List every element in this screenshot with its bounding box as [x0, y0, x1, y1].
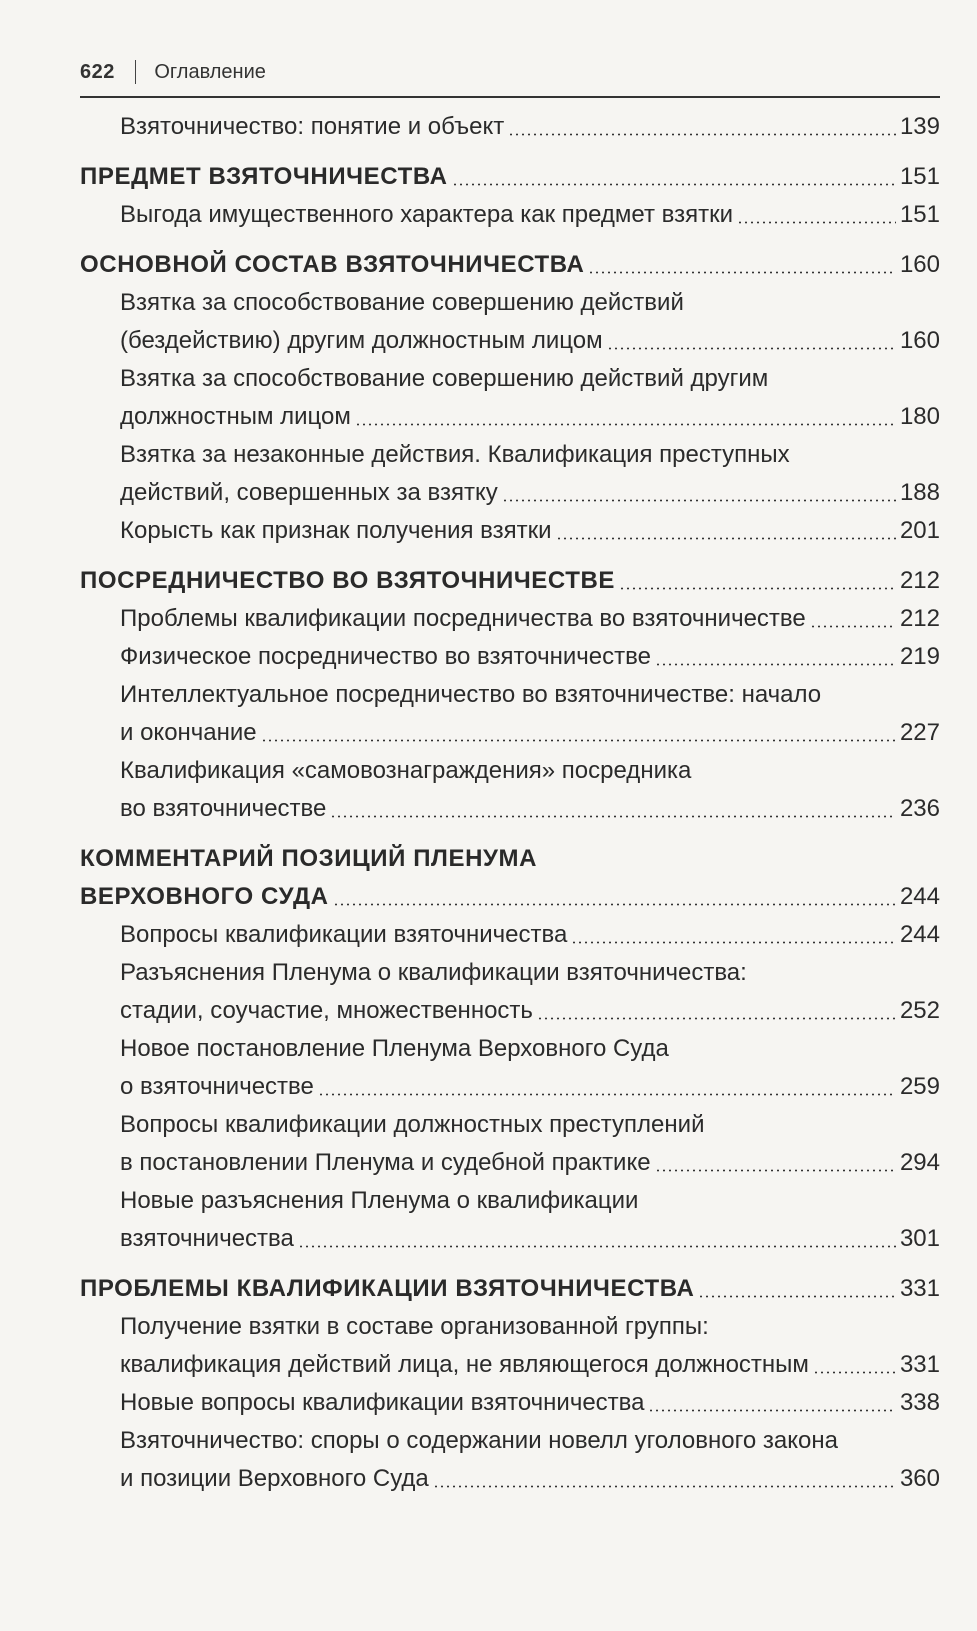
toc-entry-line [80, 1384, 940, 1422]
toc-entry-line [80, 360, 940, 398]
toc-entry-line [80, 676, 940, 714]
entry-title: Выгода имущественного характера как предмет взятки [120, 201, 734, 228]
entry-title: должностным лицом [120, 403, 351, 430]
entry-title: Вопросы квалификации должностных преступлений [120, 1111, 705, 1138]
dot-leader [619, 587, 896, 590]
toc-entry-line [80, 1308, 940, 1346]
entry-page-number: 201 [899, 517, 940, 544]
entry-title: Новое постановление Пленума Верховного Суда [120, 1035, 669, 1062]
entry-page-number: 219 [899, 643, 940, 670]
toc-entry-line [80, 600, 940, 638]
dot-leader [318, 1093, 896, 1096]
entry-page-number: 212 [899, 605, 940, 632]
entry-title: Проблемы квалификации посредничества во взяточничестве [120, 605, 806, 632]
toc-entry-line [80, 1030, 940, 1068]
section-title: ВЕРХОВНОГО СУДА [80, 883, 329, 910]
entry-title: Корысть как признак получения взятки [120, 517, 552, 544]
dot-leader [810, 625, 896, 628]
entry-page-number: 139 [899, 113, 940, 140]
section-title: КОММЕНТАРИЙ ПОЗИЦИЙ ПЛЕНУМА [80, 845, 538, 872]
dot-leader [333, 903, 896, 906]
toc-entry-line [80, 714, 940, 752]
entry-title: Взятка за способствование совершению действий [120, 289, 684, 316]
toc-entry-line [80, 1144, 940, 1182]
dot-leader [355, 423, 896, 426]
dot-leader [508, 133, 896, 136]
entry-title: действий, совершенных за взятку [120, 479, 498, 506]
entry-title: Взяточничество: понятие и объект [120, 113, 505, 140]
header-rule [80, 96, 940, 98]
header-separator [135, 60, 137, 84]
entry-title: стадии, соучастие, множественность [120, 997, 533, 1024]
entry-page-number: 338 [899, 1389, 940, 1416]
toc-section-line [80, 1270, 940, 1308]
entry-title: взяточничества [120, 1225, 294, 1252]
dot-leader [655, 663, 896, 666]
toc-entry-line [80, 436, 940, 474]
toc-entry-line [80, 638, 940, 676]
entry-title: и окончание [120, 719, 257, 746]
entry-page-number: 244 [899, 921, 940, 948]
entry-title: Квалификация «самовознаграждения» посредника [120, 757, 692, 784]
entry-page-number: 252 [899, 997, 940, 1024]
toc-entry-line [80, 1106, 940, 1144]
dot-leader [298, 1245, 896, 1248]
dot-leader [556, 537, 896, 540]
entry-title: Взятка за способствование совершению действий другим [120, 365, 769, 392]
running-title: Оглавление [154, 60, 266, 83]
toc-entry-line [80, 108, 940, 146]
dot-leader [813, 1371, 896, 1374]
toc-entry-line [80, 916, 940, 954]
dot-leader [537, 1017, 896, 1020]
entry-page-number: 227 [899, 719, 940, 746]
entry-page-number: 244 [899, 883, 940, 910]
toc-entry-line [80, 1068, 940, 1106]
dot-leader [648, 1409, 895, 1412]
section-title: ПОСРЕДНИЧЕСТВО ВО ВЗЯТОЧНИЧЕСТВЕ [80, 567, 616, 594]
dot-leader [737, 221, 896, 224]
entry-title: (бездействию) другим должностным лицом [120, 327, 603, 354]
dot-leader [452, 183, 896, 186]
toc-entry-line [80, 196, 940, 234]
entry-page-number: 236 [899, 795, 940, 822]
toc-entry-line [80, 398, 940, 436]
entry-page-number: 151 [899, 201, 940, 228]
entry-page-number: 188 [899, 479, 940, 506]
toc-entry-line [80, 322, 940, 360]
entry-page-number: 294 [899, 1149, 940, 1176]
toc-entry-line [80, 992, 940, 1030]
toc-entry-line [80, 512, 940, 550]
entry-page-number: 259 [899, 1073, 940, 1100]
entry-title: квалификация действий лица, не являющегося должностным [120, 1351, 809, 1378]
entry-page-number: 331 [899, 1351, 940, 1378]
toc-entry-line [80, 474, 940, 512]
entry-page-number: 180 [899, 403, 940, 430]
toc-section-line [80, 840, 940, 878]
entry-title: Новые вопросы квалификации взяточничества [120, 1389, 645, 1416]
entry-title: Интеллектуальное посредничество во взяточничестве: начало [120, 681, 822, 708]
toc-entry-line [80, 752, 940, 790]
toc-entry-line [80, 1422, 940, 1460]
toc-entry-line [80, 790, 940, 828]
entry-title: о взяточничестве [120, 1073, 314, 1100]
entry-page-number: 331 [899, 1275, 940, 1302]
table-of-contents [80, 108, 940, 1498]
entry-title: Новые разъяснения Пленума о квалификации [120, 1187, 639, 1214]
entry-title: Получение взятки в составе организованной группы: [120, 1313, 709, 1340]
dot-leader [261, 739, 896, 742]
running-header [80, 60, 940, 84]
dot-leader [502, 499, 896, 502]
dot-leader [607, 347, 896, 350]
toc-entry-line [80, 1346, 940, 1384]
toc-section-line [80, 562, 940, 600]
entry-title: Взятка за незаконные действия. Квалификация преступных [120, 441, 790, 468]
toc-entry-line [80, 1460, 940, 1498]
entry-page-number: 160 [899, 327, 940, 354]
toc-entry-line [80, 1220, 940, 1258]
entry-title: Физическое посредничество во взяточничестве [120, 643, 651, 670]
entry-page-number: 160 [899, 251, 940, 278]
section-title: ПРОБЛЕМЫ КВАЛИФИКАЦИИ ВЗЯТОЧНИЧЕСТВА [80, 1275, 695, 1302]
entry-title: Вопросы квалификации взяточничества [120, 921, 568, 948]
entry-title: Разъяснения Пленума о квалификации взяточничества: [120, 959, 747, 986]
dot-leader [698, 1295, 896, 1298]
toc-entry-line [80, 954, 940, 992]
entry-title: во взяточничестве [120, 795, 327, 822]
toc-entry-line [80, 284, 940, 322]
dot-leader [588, 271, 895, 274]
section-title: ПРЕДМЕТ ВЗЯТОЧНИЧЕСТВА [80, 163, 448, 190]
entry-title: Взяточничество: споры о содержании новелл уголовного закона [120, 1427, 838, 1454]
entry-title: в постановлении Пленума и судебной практике [120, 1149, 651, 1176]
toc-section-line [80, 158, 940, 196]
toc-entry-line [80, 1182, 940, 1220]
dot-leader [655, 1169, 896, 1172]
toc-section-line [80, 246, 940, 284]
dot-leader [433, 1485, 896, 1488]
entry-page-number: 301 [899, 1225, 940, 1252]
entry-page-number: 360 [899, 1465, 940, 1492]
dot-leader [571, 941, 896, 944]
page-number: 622 [80, 60, 115, 83]
toc-section-line [80, 878, 940, 916]
entry-title: и позиции Верховного Суда [120, 1465, 429, 1492]
dot-leader [330, 815, 896, 818]
section-title: ОСНОВНОЙ СОСТАВ ВЗЯТОЧНИЧЕСТВА [80, 251, 585, 278]
entry-page-number: 212 [899, 567, 940, 594]
entry-page-number: 151 [899, 163, 940, 190]
